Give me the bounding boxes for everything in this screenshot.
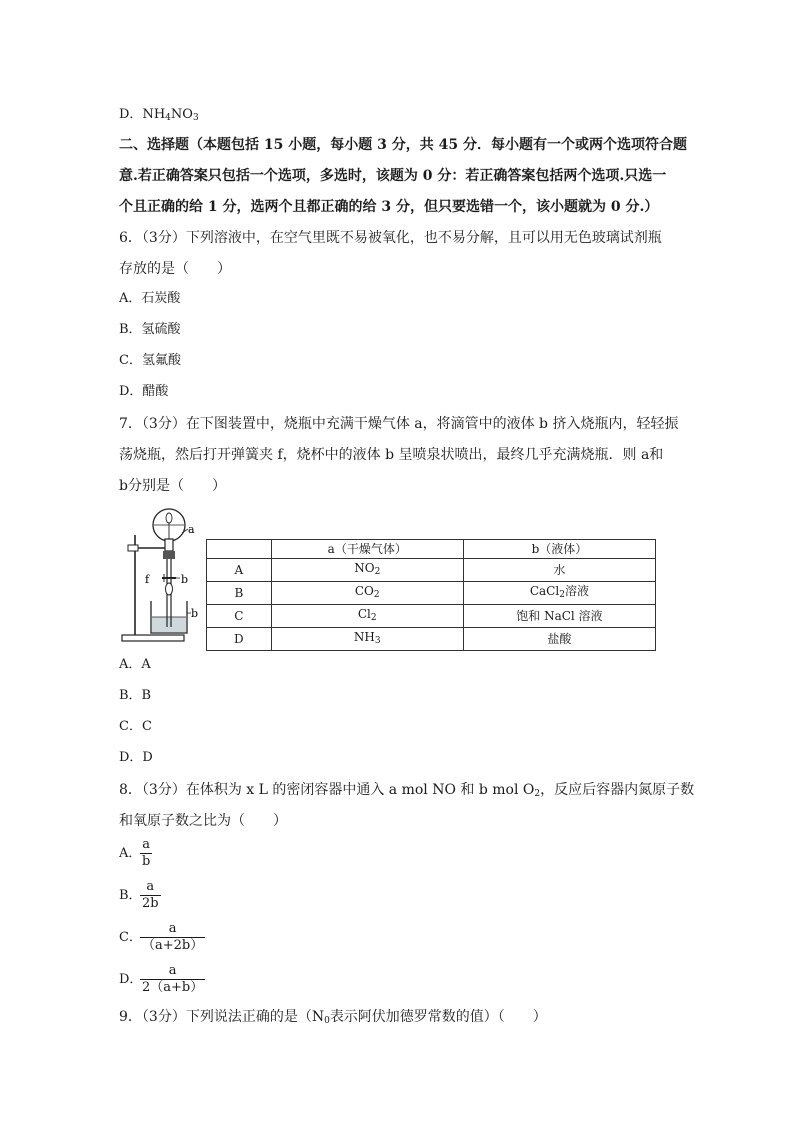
table-row	[207, 582, 656, 605]
q7-stem-line2: 荡烧瓶，然后打开弹簧夹 f，烧杯中的液体 b 呈喷泉状喷出，最终几乎充满烧瓶．则 a和	[119, 447, 664, 463]
q8-option-a-label: A．	[119, 846, 142, 861]
table-header-cell: b（液体）	[463, 540, 655, 559]
q9-stem: 9．（3分）下列说法正确的是（$N_0$表示阿伏加德罗常数的值）（ ）	[119, 1009, 547, 1026]
table-row	[207, 628, 656, 651]
q8-option-c-label: C．	[119, 930, 142, 945]
q7-option-c: C．C	[119, 719, 152, 734]
table-cell-liquid: CaCl$_2$溶液	[463, 582, 655, 605]
q7-option-d: D．D	[119, 750, 153, 765]
q8-stem-line2: 和氧原子数之比为（ ）	[119, 813, 287, 829]
q8-option-d-label: D．	[119, 972, 143, 987]
table-header-cell	[207, 540, 272, 559]
table-cell-gas: $NH_3$	[271, 628, 463, 651]
table-header-cell: a（干燥气体）	[271, 540, 463, 559]
q5-option-d: D．$NH_4NO_3$	[119, 107, 199, 123]
q6-stem-line2: 存放的是（ ）	[119, 261, 231, 277]
table-cell-liquid: 饱和 NaCl 溶液	[463, 605, 655, 628]
q8-option-c-fraction: $\frac{a}{(a+2b)}$	[142, 921, 204, 953]
table-row	[207, 605, 656, 628]
q6-option-b: B．氢硫酸	[119, 322, 181, 337]
table-cell-gas: $NO_2$	[271, 559, 463, 582]
section2-header-line1: 二、选择题（本题包括 15 小题，每小题 3 分，共 45 分．每小题有一个或两个选项符合题	[119, 137, 687, 153]
q7-option-b: B．B	[119, 688, 152, 703]
q8-option-d-fraction: $\frac{a}{2(a+b)}$	[142, 963, 204, 995]
q6-option-d: D．醋酸	[119, 384, 169, 399]
label-a: a	[188, 523, 195, 536]
table-cell-liquid: 水	[463, 559, 655, 582]
label-f: f	[145, 573, 150, 586]
q7-options-table	[206, 539, 656, 651]
q8-option-b-fraction: $\frac{a}{2b}$	[142, 879, 159, 911]
fountain-apparatus-figure	[118, 505, 198, 645]
table-cell-gas: $Cl_2$	[271, 605, 463, 628]
table-cell-option: B	[207, 582, 272, 605]
q8-option-b-label: B．	[119, 888, 142, 903]
q8-stem-line1: 8．（3分）在体积为 x L 的密闭容器中通入 a mol NO 和 b mol $O_2$，反应后容器内氮原子数	[119, 782, 695, 799]
q8-option-a-fraction: $\frac{a}{b}$	[142, 837, 151, 869]
q7-stem-line1: 7．（3分）在下图装置中，烧瓶中充满干燥气体 a，将滴管中的液体 b 挤入烧瓶内，轻轻振	[119, 416, 679, 432]
section2-header-line3: 个且正确的给 1 分，选两个且都正确的给 3 分，但只要选错一个，该小题就为 0 分.）	[119, 199, 659, 215]
q6-stem-line1: 6．（3分）下列溶液中，在空气里既不易被氧化，也不易分解，且可以用无色玻璃试剂瓶	[119, 230, 662, 246]
q6-option-a: A．石炭酸	[119, 291, 181, 306]
section2-header-line2: 意.若正确答案只包括一个选项，多选时，该题为 0 分：若正确答案包括两个选项.只选一	[119, 168, 667, 184]
label-b-bottom: b	[191, 607, 198, 620]
table-cell-option: C	[207, 605, 272, 628]
table-cell-gas: $CO_2$	[271, 582, 463, 605]
q6-option-c: C．氢氟酸	[119, 353, 181, 368]
table-row	[207, 559, 656, 582]
table-cell-liquid: 盐酸	[463, 628, 655, 651]
q7-option-a: A．A	[119, 657, 151, 672]
label-b-top: b	[181, 573, 189, 586]
table-header-row	[207, 540, 656, 559]
q7-stem-line3: b分别是（ ）	[119, 478, 226, 494]
table-cell-option: D	[207, 628, 272, 651]
table-cell-option: A	[207, 559, 272, 582]
